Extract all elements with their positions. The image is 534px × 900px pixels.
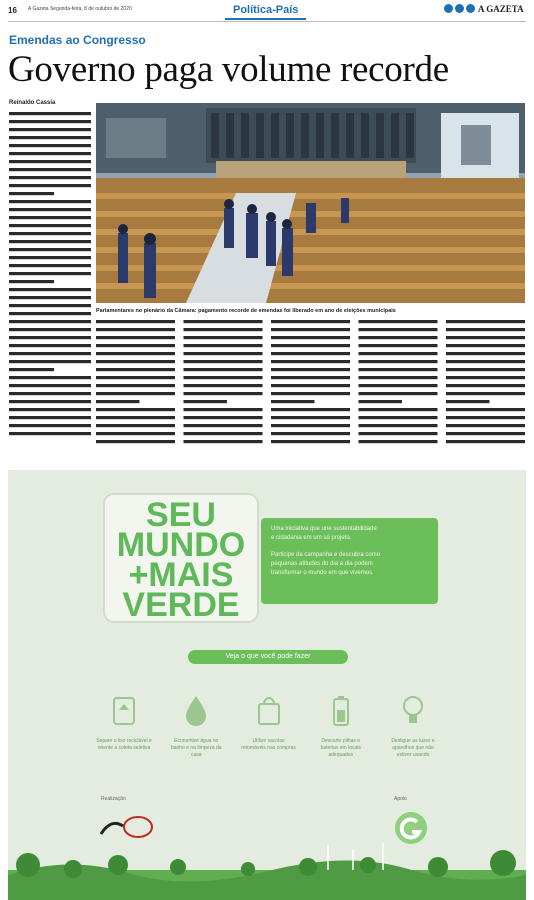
body-column-1 (9, 112, 91, 447)
text-line (271, 408, 350, 411)
text-line (271, 368, 350, 371)
text-line (359, 440, 438, 443)
text-line (446, 400, 489, 403)
text-line (9, 336, 91, 339)
text-line (359, 400, 402, 403)
organizer-label: Apoio (394, 796, 407, 802)
advertisement[interactable] (8, 470, 526, 900)
text-line (9, 400, 91, 403)
text-line (271, 320, 350, 323)
text-line (359, 320, 438, 323)
text-line (9, 384, 91, 387)
text-line (9, 144, 91, 147)
text-line (9, 312, 91, 315)
article-headline: Governo paga volume recorde (8, 49, 449, 90)
logo-line-2: MUNDO (116, 526, 246, 564)
action-card (241, 690, 297, 778)
section-tab[interactable]: Política-País (225, 2, 306, 20)
text-line (446, 416, 525, 419)
box-line: Participe da campanha e descubra como (271, 552, 381, 558)
box-line: pequenas atitudes do dia a dia podem (271, 561, 373, 567)
text-line (96, 416, 175, 419)
text-line (96, 432, 175, 435)
text-line (9, 248, 91, 251)
text-line (359, 352, 438, 355)
text-line (9, 304, 91, 307)
text-line (446, 352, 525, 355)
text-line (359, 384, 438, 387)
text-line (359, 408, 438, 411)
page-header (0, 0, 534, 22)
text-line (359, 432, 438, 435)
body-text-lines (9, 112, 91, 447)
text-line (9, 376, 91, 379)
sponsor-label: Realização (101, 796, 126, 802)
action-text: Utilize sacolas retornáveis nas compras (241, 738, 296, 751)
text-line (9, 168, 91, 171)
text-line (446, 440, 525, 443)
text-line (96, 320, 175, 323)
text-line (446, 320, 525, 323)
text-line (184, 368, 263, 371)
logo-line-3: +MAIS (128, 556, 234, 594)
text-line (271, 360, 350, 363)
page-number: 16 (8, 6, 17, 15)
text-line (9, 232, 91, 235)
cta-pill[interactable]: Veja o que você pode fazer (188, 650, 348, 664)
text-line (9, 208, 91, 211)
box-line: transformar o mundo em que vivemos. (271, 570, 374, 576)
text-line (446, 368, 525, 371)
action-card (313, 690, 369, 778)
box-line: e cidadania em um só projeto. (271, 535, 352, 541)
text-line (96, 344, 175, 347)
text-line (359, 368, 438, 371)
text-line (96, 400, 139, 403)
text-line (184, 400, 227, 403)
body-columns-lower (96, 320, 525, 448)
twitter-icon[interactable] (466, 4, 475, 13)
text-line (271, 376, 350, 379)
text-line (184, 336, 263, 339)
text-line (446, 328, 525, 331)
text-line (446, 408, 525, 411)
text-line (9, 408, 91, 411)
text-line (9, 176, 91, 179)
text-line (9, 320, 91, 323)
text-line (359, 344, 438, 347)
text-line (9, 192, 54, 195)
text-line (96, 336, 175, 339)
text-line (446, 344, 525, 347)
text-line (184, 328, 263, 331)
text-line (446, 336, 525, 339)
text-line (9, 328, 91, 331)
social-links (444, 4, 475, 13)
article-kicker: Emendas ao Congresso (9, 33, 146, 47)
running-head: A Gazeta Segunda-feira, 8 de outubro de 2020 (28, 6, 132, 12)
article-byline: Reinaldo Cassia (9, 100, 56, 106)
text-line (271, 352, 350, 355)
recycle-icon (106, 692, 142, 728)
text-line (96, 360, 175, 363)
text-line (9, 200, 91, 203)
text-line (271, 400, 314, 403)
text-line (271, 416, 350, 419)
text-line (446, 360, 525, 363)
action-card (385, 690, 441, 778)
text-line (96, 408, 175, 411)
text-line (9, 288, 91, 291)
text-line (359, 360, 438, 363)
lightbulb-icon (395, 692, 431, 728)
plenary-photo-illustration (96, 103, 525, 303)
landscape-illustration (8, 825, 526, 900)
text-line (359, 336, 438, 339)
water-drop-icon (178, 692, 214, 728)
text-line (446, 376, 525, 379)
text-line (9, 392, 91, 395)
text-line (9, 424, 91, 427)
text-line (271, 432, 350, 435)
text-line (184, 408, 263, 411)
text-line (359, 328, 438, 331)
text-line (271, 344, 350, 347)
action-text: Separe o lixo reciclável e oriente a coleta seletiva (96, 738, 152, 751)
text-line (184, 416, 263, 419)
text-line (271, 392, 350, 395)
text-line (184, 360, 263, 363)
text-line (9, 280, 54, 283)
text-line (184, 432, 263, 435)
text-line (9, 264, 91, 267)
text-line (96, 352, 175, 355)
text-line (359, 392, 438, 395)
text-line (446, 384, 525, 387)
text-line (359, 424, 438, 427)
logo-line-4: VERDE (122, 586, 240, 624)
text-line (9, 224, 91, 227)
text-line (96, 392, 175, 395)
text-line (96, 424, 175, 427)
text-line (9, 368, 54, 371)
action-text: Descarte pilhas e baterias em locais adequados (320, 738, 361, 758)
text-line (9, 184, 91, 187)
action-text: Desligue as luzes e aparelhos que não estiver usando (391, 738, 435, 758)
facebook-icon[interactable] (444, 4, 453, 13)
text-line (9, 432, 91, 435)
instagram-icon[interactable] (455, 4, 464, 13)
action-icons (96, 690, 441, 780)
text-line (271, 440, 350, 443)
text-line (9, 112, 91, 115)
text-line (9, 240, 91, 243)
battery-icon (323, 692, 359, 728)
text-line (9, 160, 91, 163)
text-line (96, 376, 175, 379)
text-line (184, 376, 263, 379)
text-line (9, 360, 91, 363)
text-line (9, 128, 91, 131)
action-card (168, 690, 224, 778)
text-line (184, 320, 263, 323)
text-line (9, 152, 91, 155)
text-line (446, 432, 525, 435)
text-line (184, 352, 263, 355)
bag-icon (251, 692, 287, 728)
text-line (359, 376, 438, 379)
text-line (271, 328, 350, 331)
logo-line-1: SEU (146, 496, 216, 534)
text-line (9, 272, 91, 275)
text-line (446, 424, 525, 427)
action-card (96, 690, 152, 778)
text-line (96, 384, 175, 387)
text-line (271, 336, 350, 339)
text-line (271, 384, 350, 387)
text-line (9, 344, 91, 347)
text-line (184, 384, 263, 387)
text-line (9, 416, 91, 419)
text-line (96, 328, 175, 331)
text-line (96, 368, 175, 371)
action-text: Economize água no banho e na limpeza da casa (170, 738, 222, 758)
text-line (446, 392, 525, 395)
text-line (9, 120, 91, 123)
text-line (184, 424, 263, 427)
photo-caption: Parlamentares no plenário da Câmara: pagamento recorde de emendas foi liberado em ano de eleições municipais (96, 308, 396, 314)
article-photo (96, 103, 525, 303)
campaign-text-box (261, 518, 438, 604)
text-line (9, 296, 91, 299)
text-line (184, 392, 263, 395)
text-line (9, 216, 91, 219)
text-line (271, 424, 350, 427)
text-line (9, 256, 91, 259)
text-line (9, 352, 91, 355)
brand-logo: A GAZETA (478, 4, 524, 14)
text-line (184, 440, 263, 443)
text-line (359, 416, 438, 419)
box-line: Uma iniciativa que une sustentabilidade (271, 526, 377, 532)
text-line (9, 136, 91, 139)
body-text-lines-lower (96, 320, 525, 448)
text-line (96, 440, 175, 443)
header-rule (8, 21, 526, 22)
text-line (184, 344, 263, 347)
